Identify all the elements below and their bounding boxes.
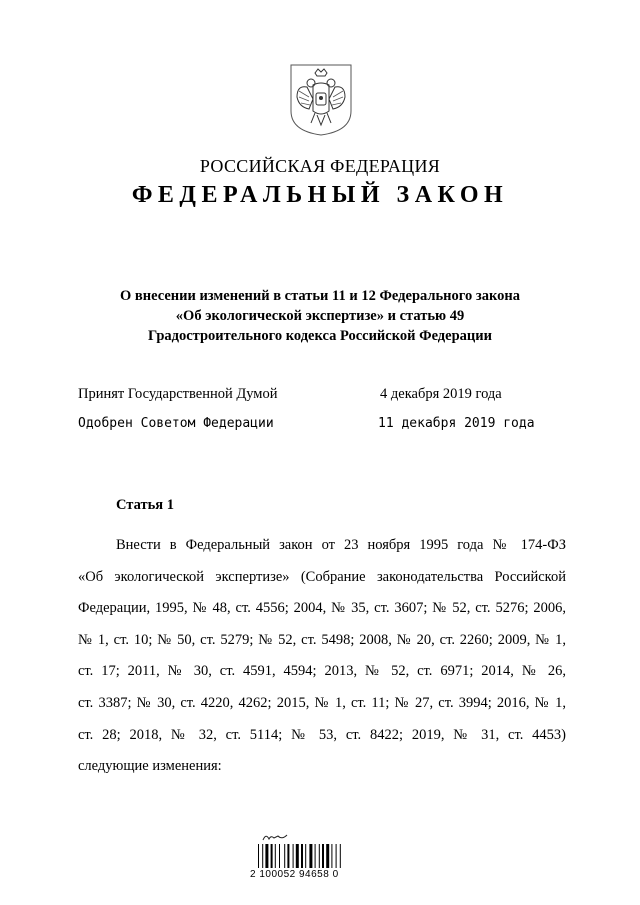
coat-of-arms-icon (289, 63, 353, 137)
article-body (78, 530, 566, 783)
article-line: Федерации, 1995, № 48, ст. 4556; 2004, № 35, ст. 3607; № 52, ст. 5276; 2006, (78, 600, 566, 617)
article-line: «Об экологической экспертизе» (Собрание законодательства Российской (78, 568, 566, 585)
barcode-icon (257, 844, 381, 868)
article-line: ст. 17; 2011, № 30, ст. 4591, 4594; 2013, № 52, ст. 6971; 2014, № 26, (78, 663, 566, 680)
council-date: 11 декабря 2019 года (378, 416, 535, 431)
article-line: № 1, ст. 10; № 50, ст. 5279; № 52, ст. 5498; 2008, № 20, ст. 2260; 2009, № 1, (78, 631, 566, 648)
article-heading: Статья 1 (116, 497, 174, 513)
duma-date: 4 декабря 2019 года (380, 386, 502, 402)
article-line: Внести в Федеральный закон от 23 ноября 1995 года № 174-ФЗ (116, 537, 566, 553)
law-title-line: О внесении изменений в статьи 11 и 12 Федерального закона (120, 288, 520, 304)
duma-label: Принят Государственной Думой (78, 386, 278, 402)
law-title-line: Градостроительного кодекса Российской Федерации (148, 328, 492, 344)
law-title (0, 286, 640, 346)
registration-mark-icon (262, 832, 288, 842)
barcode-number: 2 100052 94658 0 (250, 869, 339, 880)
document-type: ФЕДЕРАЛЬНЫЙ ЗАКОН (131, 182, 509, 208)
article-line: ст. 28; 2018, № 32, ст. 5114; № 53, ст. 8422; 2019, № 31, ст. 4453) (78, 726, 566, 743)
article-line: следующие изменения: (78, 758, 222, 775)
country-name: РОССИЙСКАЯ ФЕДЕРАЦИЯ (199, 156, 441, 176)
council-label: Одобрен Советом Федерации (78, 416, 274, 431)
law-title-line: «Об экологической экспертизе» и статью 49 (175, 308, 465, 324)
article-line: ст. 3387; № 30, ст. 4220, 4262; 2015, № 1, ст. 11; № 27, ст. 3994; 2016, № 1, (78, 694, 566, 711)
